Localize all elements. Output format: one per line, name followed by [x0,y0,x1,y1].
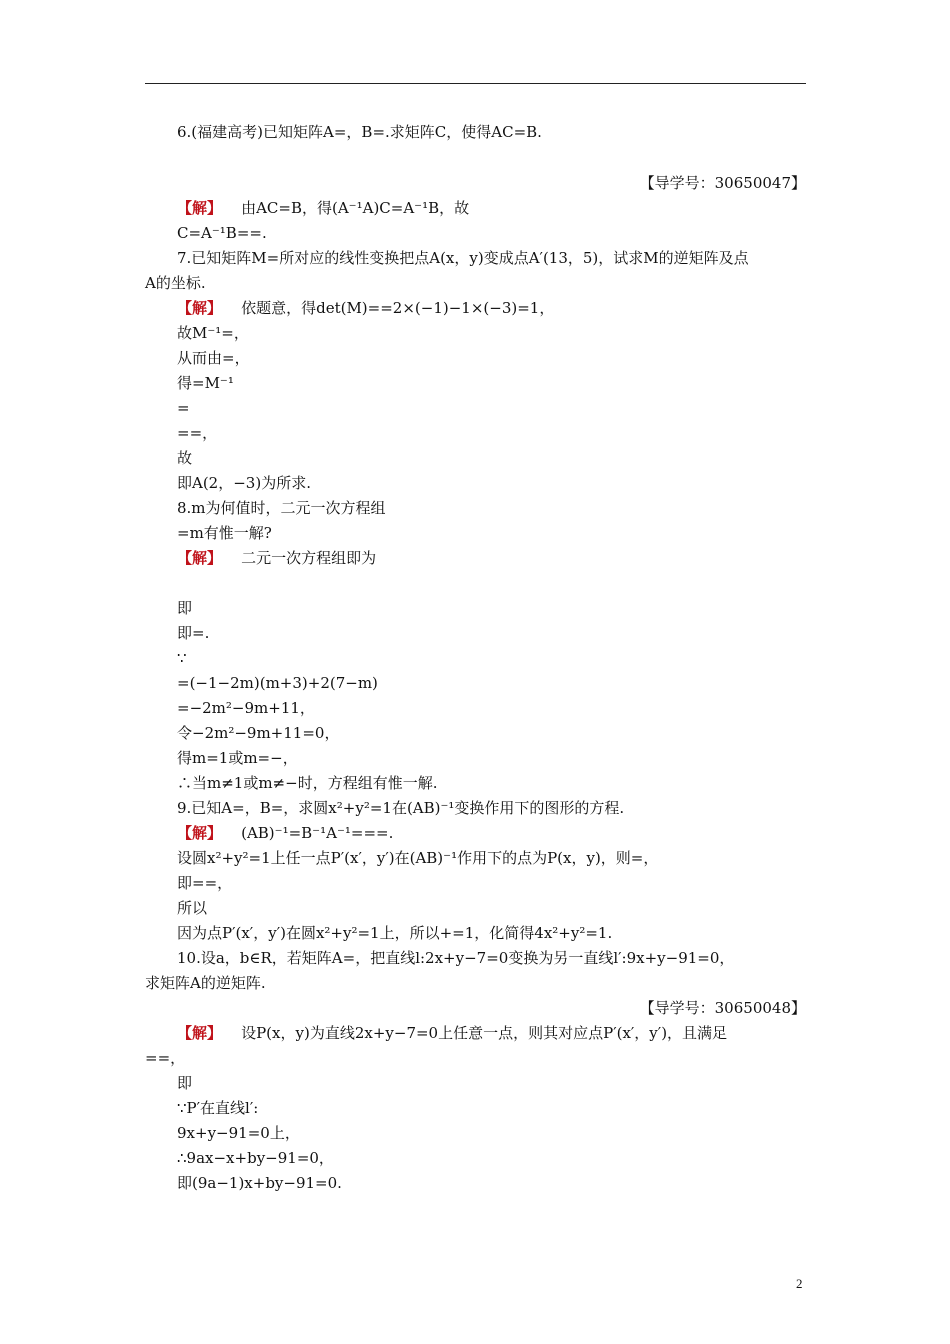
problem-10-line-1: 10.设a，b∈R，若矩阵A=，把直线l:2x+y−7=0变换为另一直线l′:9x+y−91=0， [177,949,735,967]
solution-9-line-3: 即==， [177,874,233,892]
solution-label: 【解】 [177,549,223,567]
solution-label: 【解】 [177,299,223,317]
problem-7-line-2: A的坐标. [145,274,206,292]
solution-7-line-2: 故M⁻¹=， [177,324,249,342]
solution-text: 设P(x，y)为直线2x+y−7=0上任意一点，则其对应点P′(x′，y′)，且满足 [241,1024,728,1042]
solution-9-line-2: 设圆x²+y²=1上任一点P′(x′，y′)在(AB)⁻¹作用下的点为P(x，y)，则=， [177,849,659,867]
solution-8-line-4: ∵ [177,649,187,667]
solution-7-line-5: = [177,399,190,417]
solution-label: 【解】 [177,1024,223,1042]
solution-10-line-6: ∴9ax−x+by−91=0， [177,1149,334,1167]
solution-7-line-7: 故 [177,449,193,467]
page-number: 2 [796,1276,803,1291]
solution-10-line-2: ==， [145,1049,186,1067]
solution-7-line-1 [177,298,554,318]
problem-9: 9.已知A=，B=，求圆x²+y²=1在(AB)⁻¹变换作用下的图形的方程. [177,799,625,817]
problem-7-line-1: 7.已知矩阵M=所对应的线性变换把点A(x，y)变成点A′(13，5)，试求M的逆矩阵及点 [177,249,749,267]
solution-8-line-2: 即 [177,599,193,617]
solution-9-line-5: 因为点P′(x′，y′)在圆x²+y²=1上，所以+=1，化简得4x²+y²=1. [177,924,613,942]
solution-7-line-6: ==， [177,424,218,442]
solution-text: 由AC=B，得(A⁻¹A)C=A⁻¹B，故 [241,199,470,217]
header-rule [145,83,806,84]
solution-6-line-2: C=A⁻¹B==. [177,224,267,242]
solution-8-line-5: =(−1−2m)(m+3)+2(7−m) [177,674,378,692]
solution-text: (AB)⁻¹=B⁻¹A⁻¹===. [241,824,394,842]
problem-8-line-2: =m有惟一解? [177,524,272,542]
solution-8-line-7: 令−2m²−9m+11=0， [177,724,340,742]
solution-9-line-1 [177,823,393,843]
problem-8-line-1: 8.m为何值时，二元一次方程组 [177,499,386,517]
solution-6-line-1 [177,198,469,218]
solution-8-line-9: ∴当m≠1或m≠−时，方程组有惟一解. [177,774,438,792]
solution-label: 【解】 [177,824,223,842]
solution-8-line-8: 得m=1或m=−， [177,749,298,767]
guide-number-2: 【导学号：30650048】 [639,999,806,1017]
solution-8-line-6: =−2m²−9m+11， [177,699,315,717]
solution-10-line-5: 9x+y−91=0上， [177,1124,300,1142]
solution-9-line-4: 所以 [177,899,208,917]
solution-10-line-7: 即(9a−1)x+by−91=0. [177,1174,342,1192]
solution-10-line-4: ∵P′在直线l′: [177,1099,259,1117]
solution-8-line-3: 即=. [177,624,210,642]
guide-number-1: 【导学号：30650047】 [639,174,806,192]
solution-text: 二元一次方程组即为 [241,549,377,567]
solution-8-line-1 [177,548,376,568]
solution-7-line-3: 从而由=， [177,349,250,367]
solution-7-line-8: 即A(2，−3)为所求. [177,474,311,492]
solution-10-line-3: 即 [177,1074,193,1092]
problem-6: 6.(福建高考)已知矩阵A=，B=.求矩阵C，使得AC=B. [177,123,542,141]
solution-label: 【解】 [177,199,223,217]
solution-text: 依题意，得det(M)==2×(−1)−1×(−3)=1， [241,299,555,317]
solution-7-line-4: 得=M⁻¹ [177,374,234,392]
problem-10-line-2: 求矩阵A的逆矩阵. [145,974,266,992]
solution-10-line-1 [177,1023,727,1043]
